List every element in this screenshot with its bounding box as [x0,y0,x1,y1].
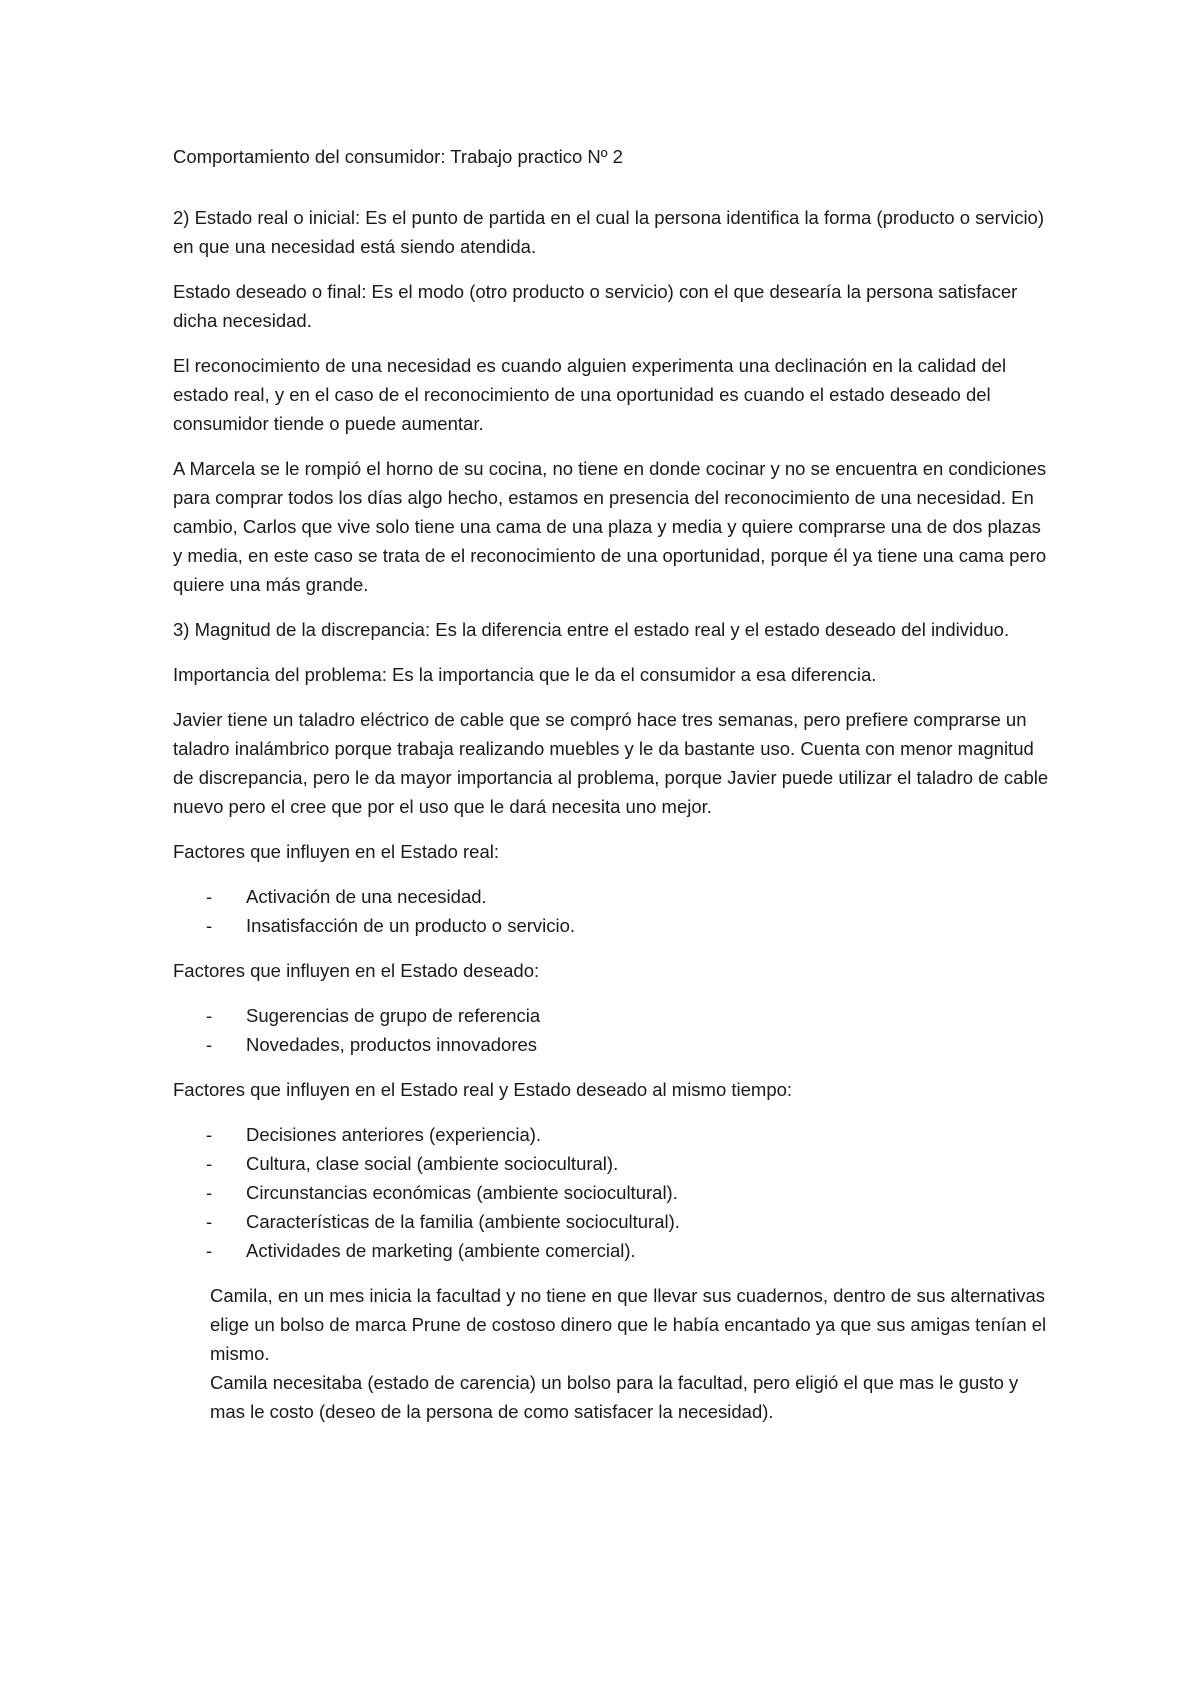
dash-bullet: - [206,1034,213,1055]
dash-bullet: - [206,1240,213,1261]
paragraph-conclusion-camila: Camila necesitaba (estado de carencia) un bolso para la facultad, pero eligió el que mas le gusto y mas le costo (deseo de la persona de como satisfacer la necesidad). [210,1372,1019,1422]
list-item [173,1207,1053,1236]
list-item [173,1030,1053,1059]
section-heading-real: Factores que influyen en el Estado real: [173,841,499,862]
list-factores-deseado [173,1001,1053,1059]
list-factores-real [173,882,1053,940]
list-factores-ambos [173,1120,1053,1265]
paragraph-ejemplo-camila: Camila, en un mes inicia la facultad y no tiene en que llevar sus cuadernos, dentro de sus alternativas elige un bolso de marca Prune de costoso dinero que le había encantado ya que sus amigas tenían el mismo. [210,1285,1047,1364]
list-item [173,882,1053,911]
list-item [173,1120,1053,1149]
dash-bullet: - [206,915,213,936]
list-item-text: Características de la familia (ambiente sociocultural). [246,1211,680,1232]
paragraph-importancia: Importancia del problema: Es la importancia que le da el consumidor a esa diferencia. [173,664,877,685]
closing-example-block [210,1281,1053,1426]
paragraph-estado-real: 2) Estado real o inicial: Es el punto de partida en el cual la persona identifica la forma (producto o servicio) en que una necesidad está siendo atendida. [173,207,1044,257]
dash-bullet: - [206,1153,213,1174]
dash-bullet: - [206,886,213,907]
paragraph-estado-deseado: Estado deseado o final: Es el modo (otro producto o servicio) con el que desearía la persona satisfacer dicha necesidad. [173,281,1018,331]
paragraph-magnitud: 3) Magnitud de la discrepancia: Es la diferencia entre el estado real y el estado deseado del individuo. [173,619,1010,640]
paragraph-reconocimiento: El reconocimiento de una necesidad es cuando alguien experimenta una declinación en la calidad del estado real, y en el caso de el reconocimiento de una oportunidad es cuando el estado deseado del consumidor tiende o puede aumentar. [173,355,1007,434]
document-title: Comportamiento del consumidor: Trabajo practico Nº 2 [173,146,623,167]
list-item-text: Insatisfacción de un producto o servicio. [246,915,576,936]
list-item [173,911,1053,940]
list-item-text: Activación de una necesidad. [246,886,487,907]
list-item [173,1236,1053,1265]
list-item [173,1178,1053,1207]
list-item-text: Decisiones anteriores (experiencia). [246,1124,542,1145]
list-item-text: Circunstancias económicas (ambiente sociocultural). [246,1182,678,1203]
paragraph-ejemplo-marcela: A Marcela se le rompió el horno de su cocina, no tiene en donde cocinar y no se encuentra en condiciones para comprar todos los días algo hecho, estamos en presencia del reconocimiento de una necesidad. En cambio, Carlos que vive solo tiene una cama de una plaza y media y quiere comprarse una de dos plazas y media, en este caso se trata de el reconocimiento de una oportunidad, porque él ya tiene una cama pero quiere una más grande. [173,458,1047,595]
dash-bullet: - [206,1211,213,1232]
section-heading-ambos: Factores que influyen en el Estado real y Estado deseado al mismo tiempo: [173,1079,793,1100]
list-item-text: Novedades, productos innovadores [246,1034,538,1055]
dash-bullet: - [206,1182,213,1203]
dash-bullet: - [206,1124,213,1145]
section-heading-deseado: Factores que influyen en el Estado deseado: [173,960,540,981]
list-item-text: Actividades de marketing (ambiente comercial). [246,1240,636,1261]
list-item-text: Sugerencias de grupo de referencia [246,1005,541,1026]
list-item-text: Cultura, clase social (ambiente sociocultural). [246,1153,619,1174]
dash-bullet: - [206,1005,213,1026]
document-page [173,142,1053,1426]
list-item [173,1001,1053,1030]
paragraph-ejemplo-javier: Javier tiene un taladro eléctrico de cable que se compró hace tres semanas, pero prefiere comprarse un taladro inalámbrico porque trabaja realizando muebles y le da bastante uso. Cuenta con menor magnitud de discrepancia, pero le da mayor importancia al problema, porque Javier puede utilizar el taladro de cable nuevo pero el cree que por el uso que le dará necesita uno mejor. [173,709,1049,817]
list-item [173,1149,1053,1178]
